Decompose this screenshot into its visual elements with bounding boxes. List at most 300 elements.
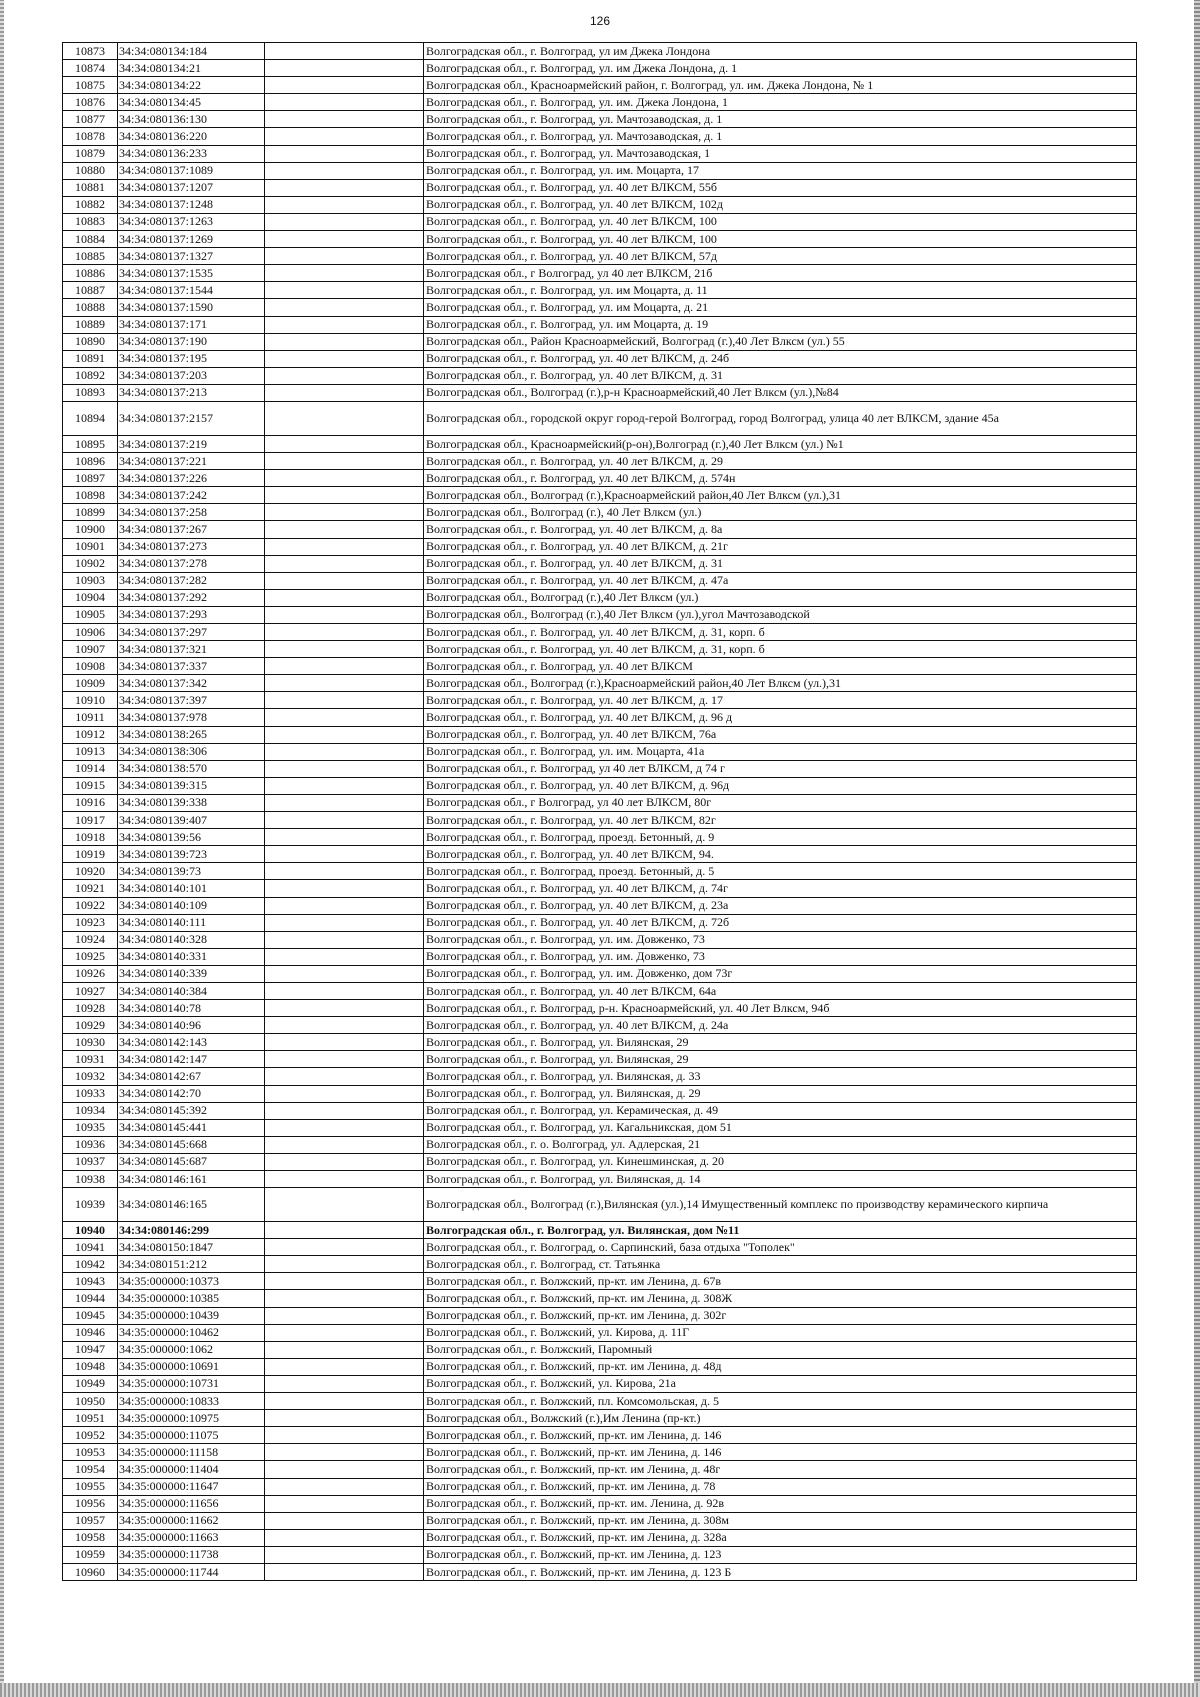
table-row	[63, 794, 1137, 811]
empty-cell	[265, 1290, 424, 1307]
cadastral-number-cell: 34:35:000000:10975	[118, 1410, 265, 1427]
table-row	[63, 179, 1137, 196]
address-cell: Волгоградская обл., г. Волжский, пр-кт. им Ленина, д. 78	[424, 1478, 1137, 1495]
empty-cell	[265, 384, 424, 401]
address-cell: Волгоградская обл., г. Волгоград, ул. 40 лет ВЛКСМ, 55б	[424, 179, 1137, 196]
table-row	[63, 1034, 1137, 1051]
table-row	[63, 248, 1137, 265]
cadastral-number-cell: 34:34:080136:233	[118, 145, 265, 162]
table-row	[63, 1307, 1137, 1324]
cadastral-number-cell: 34:34:080139:73	[118, 863, 265, 880]
table-row	[63, 470, 1137, 487]
empty-cell	[265, 350, 424, 367]
cadastral-number-cell: 34:34:080137:1207	[118, 179, 265, 196]
empty-cell	[265, 692, 424, 709]
address-cell: Волгоградская обл., г. Волжский, пл. Комсомольская, д. 5	[424, 1393, 1137, 1410]
row-number-cell: 10960	[63, 1563, 118, 1580]
address-cell: Волгоградская обл., г. Волжский, пр-кт. им Ленина, д. 67в	[424, 1273, 1137, 1290]
row-number-cell: 10913	[63, 743, 118, 760]
empty-cell	[265, 1444, 424, 1461]
cadastral-number-cell: 34:34:080140:384	[118, 982, 265, 999]
cadastral-number-cell: 34:34:080137:1327	[118, 248, 265, 265]
address-cell: Волгоградская обл., г. Волгоград, ул. 40 лет ВЛКСМ, д. 47а	[424, 572, 1137, 589]
row-number-cell: 10874	[63, 60, 118, 77]
row-number-cell: 10923	[63, 914, 118, 931]
empty-cell	[265, 453, 424, 470]
cadastral-number-cell: 34:34:080137:1535	[118, 265, 265, 282]
row-number-cell: 10876	[63, 94, 118, 111]
address-cell: Волгоградская обл., г. Волжский, пр-кт. им Ленина, д. 146	[424, 1427, 1137, 1444]
address-cell: Волгоградская обл., г. Волгоград, проезд. Бетонный, д. 5	[424, 863, 1137, 880]
row-number-cell: 10937	[63, 1153, 118, 1170]
address-cell: Волгоградская обл., Красноармейский район, г. Волгоград, ул. им. Джека Лондона, № 1	[424, 77, 1137, 94]
address-cell: Волгоградская обл., г. Волгоград, ул. 40 лет ВЛКСМ, 100	[424, 213, 1137, 230]
empty-cell	[265, 709, 424, 726]
table-row	[63, 1153, 1137, 1170]
table-row	[63, 641, 1137, 658]
address-cell: Волгоградская обл., г. Волжский, пр-кт. им Ленина, д. 48г	[424, 1461, 1137, 1478]
table-row	[63, 572, 1137, 589]
table-row	[63, 196, 1137, 213]
address-cell: Волгоградская обл., г. Волгоград, ул. им Моцарта, д. 19	[424, 316, 1137, 333]
address-cell: Волгоградская обл., г. Волжский, пр-кт. им Ленина, д. 302г	[424, 1307, 1137, 1324]
cadastral-number-cell: 34:34:080140:328	[118, 931, 265, 948]
address-cell: Волгоградская обл., г. Волгоград, ул. 40 лет ВЛКСМ, д. 74г	[424, 880, 1137, 897]
empty-cell	[265, 367, 424, 384]
address-cell: Волгоградская обл., г. Волгоград, ул. 40 лет ВЛКСМ, д. 8а	[424, 521, 1137, 538]
cadastral-number-cell: 34:35:000000:11663	[118, 1529, 265, 1546]
row-number-cell: 10914	[63, 760, 118, 777]
table-row	[63, 231, 1137, 248]
table-row	[63, 521, 1137, 538]
table-row	[63, 743, 1137, 760]
address-cell: Волгоградская обл., г. Волжский, Паромный	[424, 1341, 1137, 1358]
address-cell: Волгоградская обл., г. Волгоград, ул. 40 лет ВЛКСМ, 57д	[424, 248, 1137, 265]
row-number-cell: 10902	[63, 555, 118, 572]
empty-cell	[265, 1085, 424, 1102]
table-row	[63, 299, 1137, 316]
row-number-cell: 10947	[63, 1341, 118, 1358]
address-cell: Волгоградская обл., г. Волжский, пр-кт. им. Ленина, д. 92в	[424, 1495, 1137, 1512]
empty-cell	[265, 914, 424, 931]
cadastral-number-cell: 34:34:080137:342	[118, 675, 265, 692]
empty-cell	[265, 846, 424, 863]
row-number-cell: 10953	[63, 1444, 118, 1461]
row-number-cell: 10903	[63, 572, 118, 589]
cadastral-number-cell: 34:34:080137:2157	[118, 401, 265, 435]
cadastral-number-cell: 34:34:080137:203	[118, 367, 265, 384]
row-number-cell: 10921	[63, 880, 118, 897]
empty-cell	[265, 179, 424, 196]
empty-cell	[265, 726, 424, 743]
row-number-cell: 10873	[63, 43, 118, 60]
address-cell: Волгоградская обл., г. Волгоград, ул. 40 лет ВЛКСМ, 82г	[424, 812, 1137, 829]
cadastral-number-cell: 34:34:080137:321	[118, 641, 265, 658]
row-number-cell: 10934	[63, 1102, 118, 1119]
empty-cell	[265, 1358, 424, 1375]
cadastral-number-cell: 34:34:080142:143	[118, 1034, 265, 1051]
table-row	[63, 77, 1137, 94]
address-cell: Волгоградская обл., г. Волгоград, ул. Мачтозаводская, д. 1	[424, 111, 1137, 128]
row-number-cell: 10886	[63, 265, 118, 282]
scan-right-edge	[1194, 0, 1200, 1697]
address-cell: Волгоградская обл., г. Волгоград, ул. 40 лет ВЛКСМ, 102д	[424, 196, 1137, 213]
cadastral-number-cell: 34:34:080137:1263	[118, 213, 265, 230]
empty-cell	[265, 812, 424, 829]
row-number-cell: 10879	[63, 145, 118, 162]
cadastral-number-cell: 34:34:080146:299	[118, 1222, 265, 1239]
table-row	[63, 1495, 1137, 1512]
table-row	[63, 555, 1137, 572]
empty-cell	[265, 1068, 424, 1085]
row-number-cell: 10884	[63, 231, 118, 248]
empty-cell	[265, 948, 424, 965]
cadastral-number-cell: 34:34:080140:109	[118, 897, 265, 914]
row-number-cell: 10890	[63, 333, 118, 350]
cadastral-number-cell: 34:34:080140:101	[118, 880, 265, 897]
row-number-cell: 10898	[63, 487, 118, 504]
row-number-cell: 10932	[63, 1068, 118, 1085]
row-number-cell: 10957	[63, 1512, 118, 1529]
empty-cell	[265, 1546, 424, 1563]
cadastral-number-cell: 34:34:080138:265	[118, 726, 265, 743]
row-number-cell: 10887	[63, 282, 118, 299]
empty-cell	[265, 1034, 424, 1051]
table-row	[63, 1512, 1137, 1529]
address-cell: Волгоградская обл., Красноармейский(р-он),Волгоград (г.),40 Лет Влксм (ул.) №1	[424, 435, 1137, 452]
address-cell: Волгоградская обл., г. Волжский, пр-кт. им Ленина, д. 308Ж	[424, 1290, 1137, 1307]
empty-cell	[265, 504, 424, 521]
cadastral-number-cell: 34:34:080134:184	[118, 43, 265, 60]
address-cell: Волгоградская обл., г. Волгоград, ул. Вилянская, д. 33	[424, 1068, 1137, 1085]
address-cell: Волгоградская обл., г. Волгоград, ул. Вилянская, д. 14	[424, 1171, 1137, 1188]
table-row	[63, 1290, 1137, 1307]
row-number-cell: 10904	[63, 589, 118, 606]
row-number-cell: 10929	[63, 1017, 118, 1034]
address-cell: Волгоградская обл., г. Волгоград, ул. 40 лет ВЛКСМ, д. 31	[424, 555, 1137, 572]
table-row	[63, 1546, 1137, 1563]
cadastral-number-cell: 34:34:080137:213	[118, 384, 265, 401]
address-cell: Волгоградская обл., г. Волгоград, ул. Керамическая, д. 49	[424, 1102, 1137, 1119]
cadastral-number-cell: 34:35:000000:11647	[118, 1478, 265, 1495]
address-cell: Волгоградская обл., г. Волгоград, ул. им. Моцарта, 17	[424, 162, 1137, 179]
table-row	[63, 1273, 1137, 1290]
row-number-cell: 10939	[63, 1188, 118, 1222]
cadastral-number-cell: 34:34:080138:570	[118, 760, 265, 777]
cadastral-number-cell: 34:34:080137:293	[118, 606, 265, 623]
row-number-cell: 10933	[63, 1085, 118, 1102]
table-row	[63, 1341, 1137, 1358]
empty-cell	[265, 606, 424, 623]
table-row	[63, 1119, 1137, 1136]
table-row	[63, 316, 1137, 333]
cadastral-number-cell: 34:34:080136:220	[118, 128, 265, 145]
table-row	[63, 982, 1137, 999]
table-row	[63, 111, 1137, 128]
address-cell: Волгоградская обл., г. о. Волгоград, ул. Адлерская, 21	[424, 1136, 1137, 1153]
table-row	[63, 1068, 1137, 1085]
address-cell: Волгоградская обл., г. Волгоград, ул. 40 лет ВЛКСМ, д. 24а	[424, 1017, 1137, 1034]
table-row	[63, 1461, 1137, 1478]
address-cell: Волгоградская обл., г. Волгоград, ул. 40 лет ВЛКСМ, д. 17	[424, 692, 1137, 709]
empty-cell	[265, 1427, 424, 1444]
cadastral-number-cell: 34:34:080137:278	[118, 555, 265, 572]
table-row	[63, 43, 1137, 60]
empty-cell	[265, 1188, 424, 1222]
row-number-cell: 10928	[63, 1000, 118, 1017]
table-row	[63, 675, 1137, 692]
address-cell: Волгоградская обл., г. Волгоград, ул. 40 лет ВЛКСМ, д. 31, корп. б	[424, 641, 1137, 658]
address-cell: Волгоградская обл., г Волгоград, ул 40 лет ВЛКСМ, 21б	[424, 265, 1137, 282]
address-cell: Волгоградская обл., г. Волгоград, ул. им Моцарта, д. 21	[424, 299, 1137, 316]
row-number-cell: 10917	[63, 812, 118, 829]
address-cell: Волгоградская обл., г. Волгоград, ул. им. Довженко, дом 73г	[424, 965, 1137, 982]
cadastral-number-cell: 34:34:080137:171	[118, 316, 265, 333]
address-cell: Волгоградская обл., г. Волгоград, ул. Мачтозаводская, 1	[424, 145, 1137, 162]
row-number-cell: 10893	[63, 384, 118, 401]
empty-cell	[265, 1341, 424, 1358]
cadastral-number-cell: 34:34:080137:1089	[118, 162, 265, 179]
table-row	[63, 880, 1137, 897]
row-number-cell: 10901	[63, 538, 118, 555]
address-cell: Волгоградская обл., Волгоград (г.), 40 Лет Влксм (ул.)	[424, 504, 1137, 521]
empty-cell	[265, 1119, 424, 1136]
row-number-cell: 10955	[63, 1478, 118, 1495]
table-row	[63, 1085, 1137, 1102]
cadastral-number-cell: 34:34:080145:441	[118, 1119, 265, 1136]
empty-cell	[265, 43, 424, 60]
empty-cell	[265, 658, 424, 675]
cadastral-number-cell: 34:35:000000:11662	[118, 1512, 265, 1529]
cadastral-number-cell: 34:34:080139:338	[118, 794, 265, 811]
cadastral-number-cell: 34:34:080151:212	[118, 1256, 265, 1273]
cadastral-number-cell: 34:34:080134:21	[118, 60, 265, 77]
table-row	[63, 453, 1137, 470]
row-number-cell: 10892	[63, 367, 118, 384]
address-cell: Волгоградская обл., г. Волжский, пр-кт. им Ленина, д. 48д	[424, 1358, 1137, 1375]
address-cell: Волгоградская обл., г. Волжский, ул. Кирова, д. 11Г	[424, 1324, 1137, 1341]
empty-cell	[265, 128, 424, 145]
table-row	[63, 1222, 1137, 1239]
empty-cell	[265, 299, 424, 316]
address-cell: Волгоградская обл., г. Волгоград, ул. 40 лет ВЛКСМ, 94.	[424, 846, 1137, 863]
empty-cell	[265, 538, 424, 555]
address-cell: Волгоградская обл., городской округ город-герой Волгоград, город Волгоград, улица 40 лет ВЛКСМ, здание 45а	[424, 401, 1137, 435]
empty-cell	[265, 248, 424, 265]
row-number-cell: 10885	[63, 248, 118, 265]
table-row	[63, 1000, 1137, 1017]
row-number-cell: 10875	[63, 77, 118, 94]
row-number-cell: 10954	[63, 1461, 118, 1478]
cadastral-number-cell: 34:35:000000:10462	[118, 1324, 265, 1341]
address-cell: Волгоградская обл., Волгоград (г.),Вилянская (ул.),14 Имущественный комплекс по производству керамического кирпича	[424, 1188, 1137, 1222]
cadastral-number-cell: 34:34:080137:1248	[118, 196, 265, 213]
cadastral-number-cell: 34:34:080146:161	[118, 1171, 265, 1188]
cadastral-number-cell: 34:34:080137:195	[118, 350, 265, 367]
address-cell: Волгоградская обл., г. Волгоград, ул. 40 лет ВЛКСМ, д. 574н	[424, 470, 1137, 487]
table-row	[63, 931, 1137, 948]
empty-cell	[265, 213, 424, 230]
row-number-cell: 10907	[63, 641, 118, 658]
empty-cell	[265, 1239, 424, 1256]
cadastral-number-cell: 34:34:080139:315	[118, 777, 265, 794]
address-cell: Волгоградская обл., г. Волгоград, ул. им. Моцарта, 41а	[424, 743, 1137, 760]
table-row	[63, 1171, 1137, 1188]
row-number-cell: 10940	[63, 1222, 118, 1239]
row-number-cell: 10945	[63, 1307, 118, 1324]
cadastral-number-cell: 34:35:000000:10373	[118, 1273, 265, 1290]
cadastral-number-cell: 34:34:080137:219	[118, 435, 265, 452]
table-row	[63, 162, 1137, 179]
row-number-cell: 10915	[63, 777, 118, 794]
table-row	[63, 606, 1137, 623]
cadastral-number-cell: 34:34:080139:56	[118, 829, 265, 846]
address-cell: Волгоградская обл., г. Волгоград, ул. им. Джека Лондона, 1	[424, 94, 1137, 111]
empty-cell	[265, 1273, 424, 1290]
table-row	[63, 282, 1137, 299]
empty-cell	[265, 145, 424, 162]
cadastral-number-cell: 34:35:000000:10731	[118, 1375, 265, 1392]
table-row	[63, 487, 1137, 504]
cadastral-number-cell: 34:34:080137:978	[118, 709, 265, 726]
page-number: 126	[589, 14, 611, 28]
empty-cell	[265, 555, 424, 572]
row-number-cell: 10935	[63, 1119, 118, 1136]
cadastral-number-cell: 34:35:000000:11075	[118, 1427, 265, 1444]
address-cell: Волгоградская обл., г. Волгоград, ул. им Моцарта, д. 11	[424, 282, 1137, 299]
empty-cell	[265, 231, 424, 248]
row-number-cell: 10882	[63, 196, 118, 213]
cadastral-number-cell: 34:34:080138:306	[118, 743, 265, 760]
empty-cell	[265, 316, 424, 333]
table-row	[63, 829, 1137, 846]
table-row	[63, 726, 1137, 743]
cadastral-number-cell: 34:34:080137:292	[118, 589, 265, 606]
address-cell: Волгоградская обл., г. Волгоград, ул. 40 лет ВЛКСМ, д. 72б	[424, 914, 1137, 931]
row-number-cell: 10956	[63, 1495, 118, 1512]
address-cell: Волгоградская обл., г. Волгоград, ул. 40 лет ВЛКСМ, д. 96д	[424, 777, 1137, 794]
row-number-cell: 10916	[63, 794, 118, 811]
empty-cell	[265, 60, 424, 77]
address-cell: Волгоградская обл., г. Волгоград, ул. им. Довженко, 73	[424, 931, 1137, 948]
table-row	[63, 948, 1137, 965]
empty-cell	[265, 1136, 424, 1153]
empty-cell	[265, 589, 424, 606]
cadastral-number-cell: 34:34:080140:96	[118, 1017, 265, 1034]
table-row	[63, 60, 1137, 77]
table-row	[63, 435, 1137, 452]
address-cell: Волгоградская обл., г. Волгоград, о. Сарпинский, база отдыха "Тополек"	[424, 1239, 1137, 1256]
table-row	[63, 213, 1137, 230]
empty-cell	[265, 1153, 424, 1170]
address-cell: Волгоградская обл., г. Волгоград, ул 40 лет ВЛКСМ, д 74 г	[424, 760, 1137, 777]
address-cell: Волгоградская обл., Волгоград (г.),40 Лет Влксм (ул.)	[424, 589, 1137, 606]
row-number-cell: 10877	[63, 111, 118, 128]
table-row	[63, 1427, 1137, 1444]
row-number-cell: 10952	[63, 1427, 118, 1444]
table-row	[63, 1324, 1137, 1341]
table-row	[63, 1102, 1137, 1119]
row-number-cell: 10909	[63, 675, 118, 692]
cadastral-number-cell: 34:34:080137:282	[118, 572, 265, 589]
table-row	[63, 350, 1137, 367]
empty-cell	[265, 1307, 424, 1324]
row-number-cell: 10910	[63, 692, 118, 709]
address-cell: Волгоградская обл., г. Волгоград, ул. 40 лет ВЛКСМ	[424, 658, 1137, 675]
table-row	[63, 897, 1137, 914]
row-number-cell: 10889	[63, 316, 118, 333]
row-number-cell: 10948	[63, 1358, 118, 1375]
table-row	[63, 1410, 1137, 1427]
table-row	[63, 1444, 1137, 1461]
address-cell: Волгоградская обл., Волгоград (г.),р-н Красноармейский,40 Лет Влксм (ул.),№84	[424, 384, 1137, 401]
cadastral-number-cell: 34:34:080140:331	[118, 948, 265, 965]
table-row	[63, 1358, 1137, 1375]
cadastral-number-cell: 34:34:080145:392	[118, 1102, 265, 1119]
address-cell: Волгоградская обл., г. Волгоград, ул. 40 лет ВЛКСМ, д. 24б	[424, 350, 1137, 367]
table-row	[63, 777, 1137, 794]
row-number-cell: 10926	[63, 965, 118, 982]
empty-cell	[265, 572, 424, 589]
table-row	[63, 265, 1137, 282]
empty-cell	[265, 1478, 424, 1495]
address-cell: Волгоградская обл., Район Красноармейский, Волгоград (г.),40 Лет Влксм (ул.) 55	[424, 333, 1137, 350]
empty-cell	[265, 435, 424, 452]
row-number-cell: 10941	[63, 1239, 118, 1256]
cadastral-number-cell: 34:34:080137:397	[118, 692, 265, 709]
address-cell: Волгоградская обл., г. Волгоград, ул. 40 лет ВЛКСМ, д. 96 д	[424, 709, 1137, 726]
table-row	[63, 863, 1137, 880]
table-row	[63, 1136, 1137, 1153]
table-row	[63, 1239, 1137, 1256]
row-number-cell: 10905	[63, 606, 118, 623]
empty-cell	[265, 1512, 424, 1529]
address-cell: Волгоградская обл., г. Волжский, пр-кт. им Ленина, д. 328а	[424, 1529, 1137, 1546]
empty-cell	[265, 794, 424, 811]
empty-cell	[265, 196, 424, 213]
empty-cell	[265, 897, 424, 914]
registry-body	[63, 43, 1137, 1581]
row-number-cell: 10881	[63, 179, 118, 196]
empty-cell	[265, 333, 424, 350]
cadastral-number-cell: 34:34:080137:1269	[118, 231, 265, 248]
cadastral-number-cell: 34:35:000000:1062	[118, 1341, 265, 1358]
cadastral-number-cell: 34:34:080142:147	[118, 1051, 265, 1068]
empty-cell	[265, 1256, 424, 1273]
table-row	[63, 760, 1137, 777]
table-row	[63, 384, 1137, 401]
cadastral-number-cell: 34:35:000000:11744	[118, 1563, 265, 1580]
table-row	[63, 1393, 1137, 1410]
empty-cell	[265, 675, 424, 692]
row-number-cell: 10918	[63, 829, 118, 846]
cadastral-number-cell: 34:34:080145:668	[118, 1136, 265, 1153]
cadastral-number-cell: 34:34:080146:165	[118, 1188, 265, 1222]
cadastral-number-cell: 34:34:080137:273	[118, 538, 265, 555]
row-number-cell: 10896	[63, 453, 118, 470]
empty-cell	[265, 282, 424, 299]
cadastral-number-cell: 34:34:080137:267	[118, 521, 265, 538]
address-cell: Волгоградская обл., г. Волжский, пр-кт. им Ленина, д. 146	[424, 1444, 1137, 1461]
scan-bottom-edge	[0, 1683, 1200, 1697]
cadastral-number-cell: 34:34:080134:45	[118, 94, 265, 111]
cadastral-number-cell: 34:35:000000:10833	[118, 1393, 265, 1410]
row-number-cell: 10927	[63, 982, 118, 999]
empty-cell	[265, 1375, 424, 1392]
address-cell: Волгоградская обл., г. Волгоград, проезд. Бетонный, д. 9	[424, 829, 1137, 846]
row-number-cell: 10944	[63, 1290, 118, 1307]
address-cell: Волгоградская обл., г. Волжский, пр-кт. им Ленина, д. 123 Б	[424, 1563, 1137, 1580]
